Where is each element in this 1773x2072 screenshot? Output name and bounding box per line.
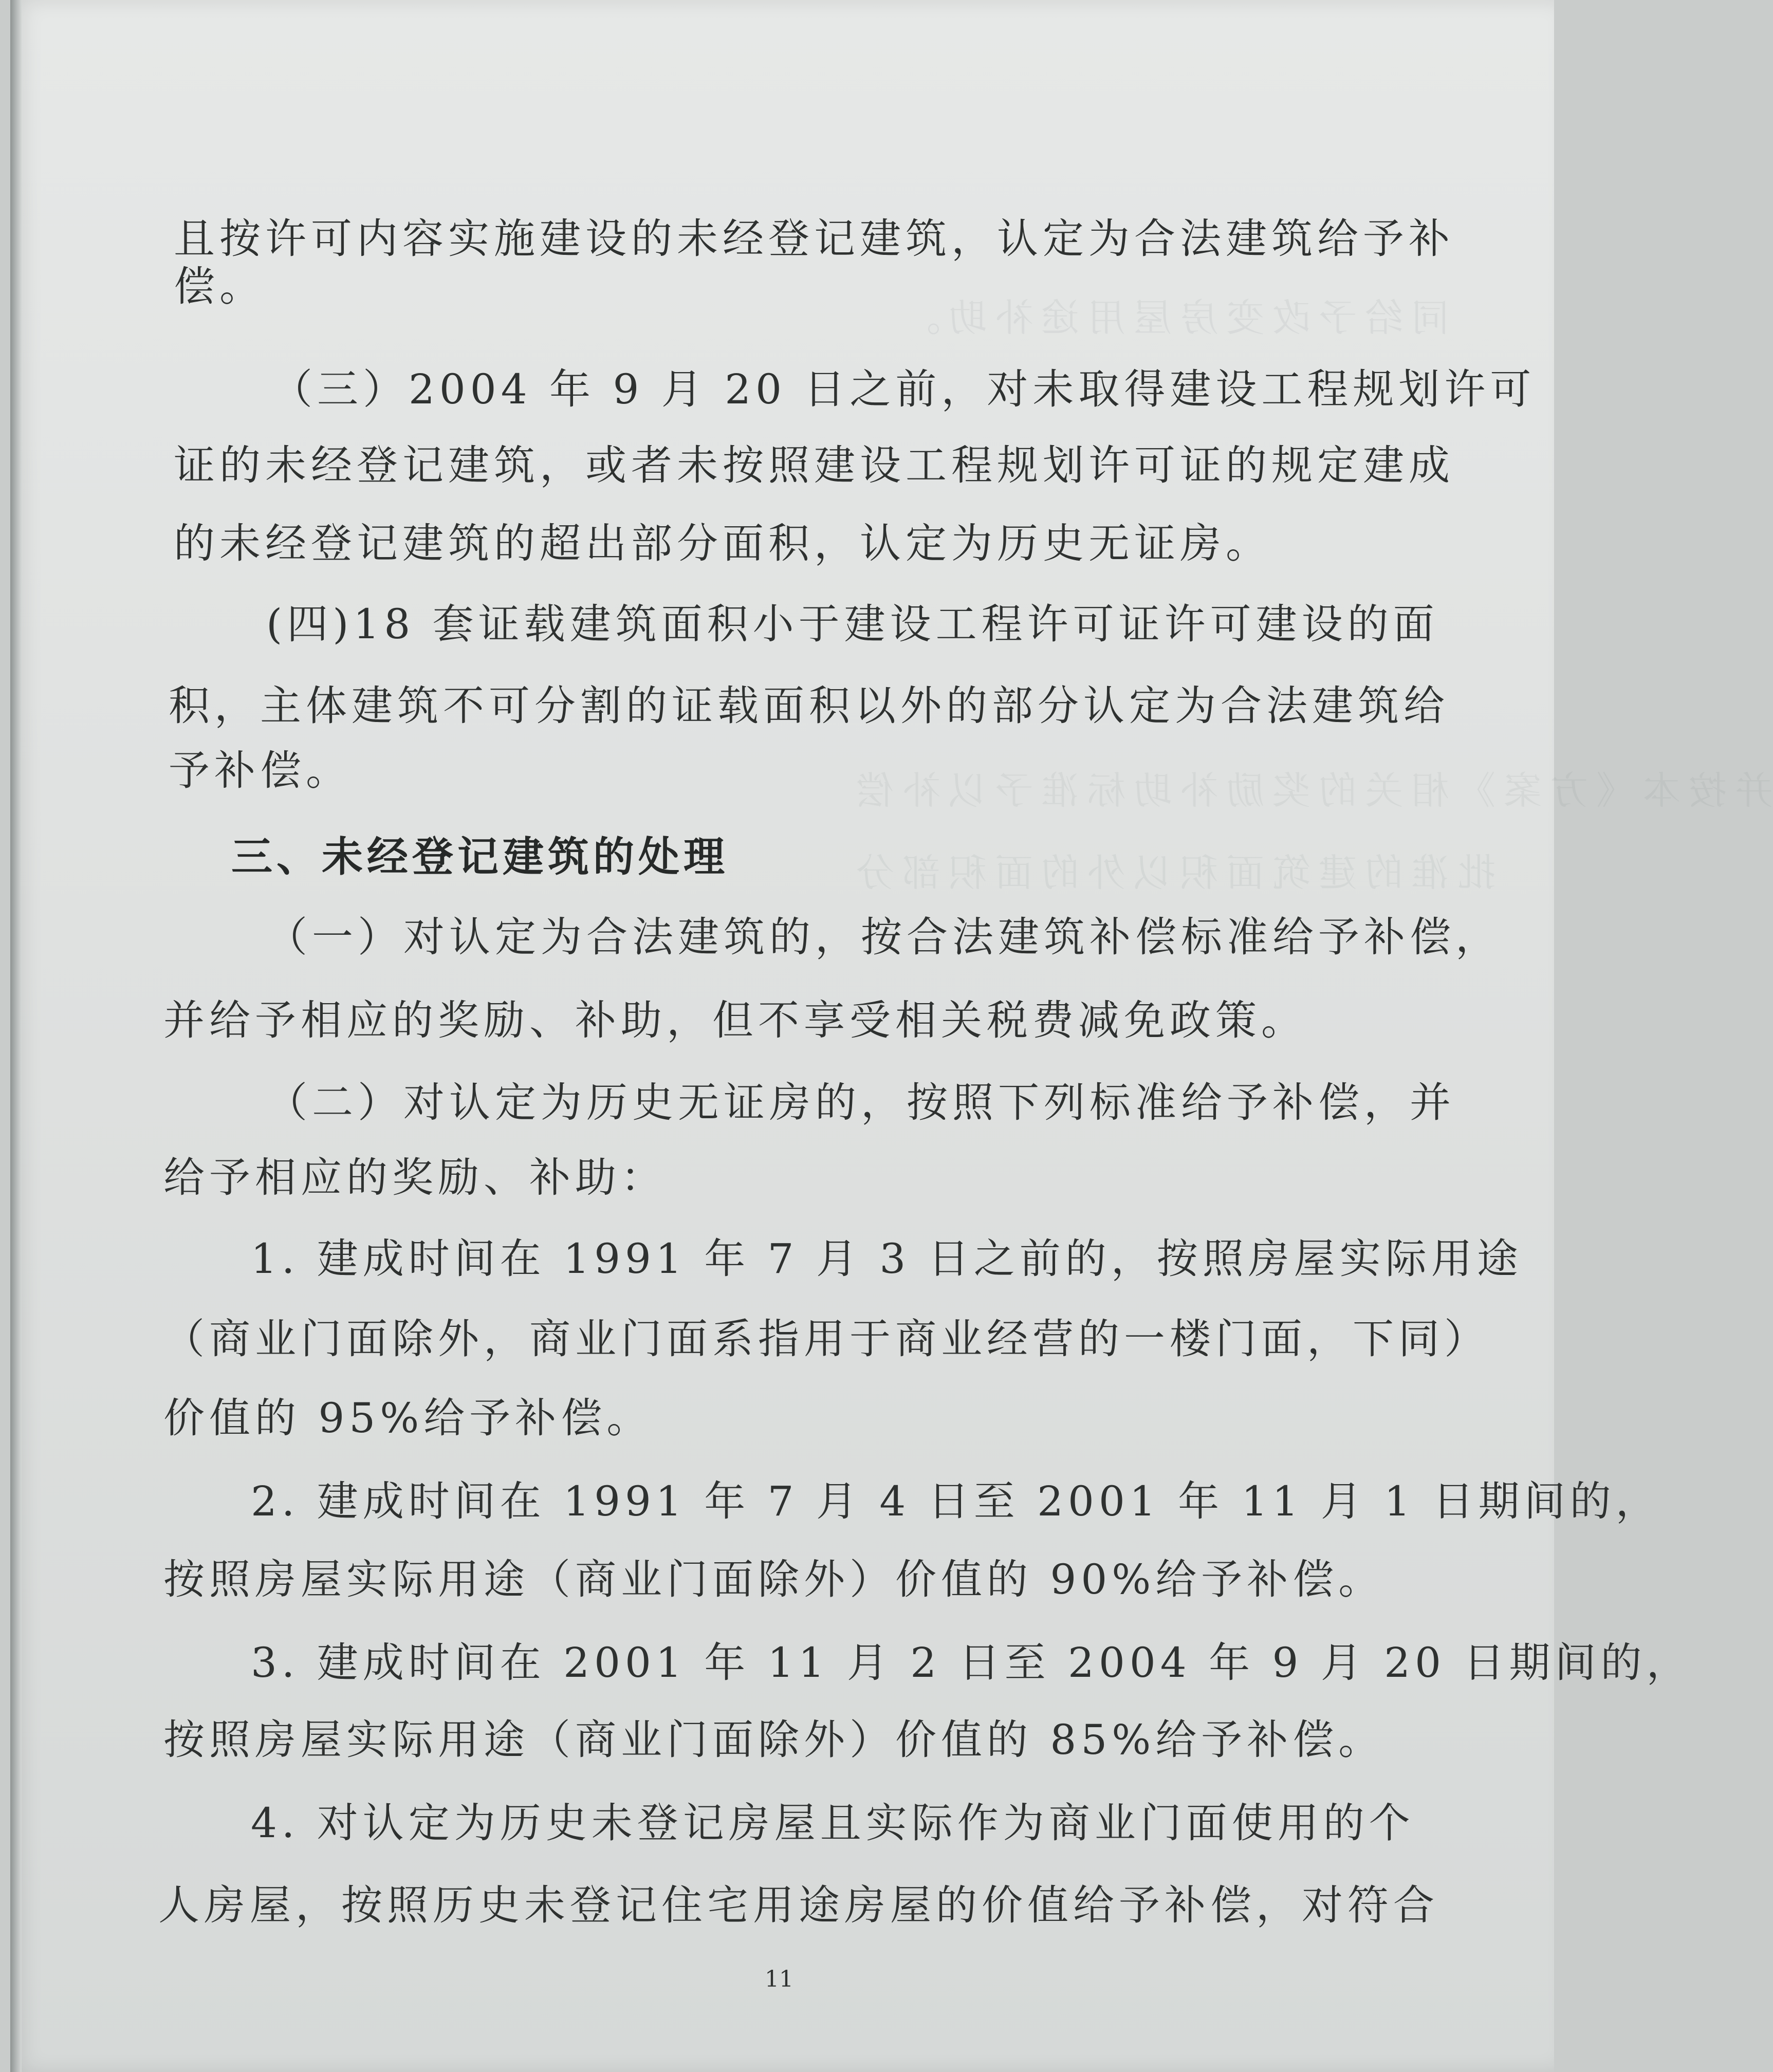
text-line: 偿。 — [174, 263, 265, 310]
page-edge-shadow — [10, 0, 22, 2072]
text-line: 按照房屋实际用途（商业门面除外）价值的 90%给予补偿。 — [163, 1556, 1384, 1603]
show-through-text: 同给予改变房屋用途补助。 — [894, 296, 1449, 340]
text-line: 按照房屋实际用途（商业门面除外）价值的 85%给予补偿。 — [163, 1716, 1384, 1764]
text-line: 并给予相应的奖励、补助，但不享受相关税费减免政策。 — [163, 996, 1307, 1044]
text-line: 予补偿。 — [169, 747, 352, 794]
text-line: 1. 建成时间在 1991 年 7 月 3 日之前的，按照房屋实际用途 — [251, 1235, 1523, 1283]
text-line: 4. 对认定为历史未登记房屋且实际作为商业门面使用的个 — [251, 1799, 1415, 1847]
text-line: 且按许可内容实施建设的未经登记建筑，认定为合法建筑给予补 — [174, 215, 1454, 263]
text-line: （三）2004 年 9 月 20 日之前，对未取得建设工程规划许可 — [271, 365, 1536, 413]
text-line: 2. 建成时间在 1991 年 7 月 4 日至 2001 年 11 月 1 日期间的， — [251, 1477, 1661, 1525]
document-page — [10, 0, 1773, 2072]
text-line: 的未经登记建筑的超出部分面积，认定为历史无证房。 — [174, 520, 1271, 567]
text-line: 3. 建成时间在 2001 年 11 月 2 日至 2004 年 9 月 20 日期间的， — [251, 1639, 1692, 1687]
section-heading: 三、未经登记建筑的处理 — [231, 833, 729, 881]
page-number: 11 — [765, 1966, 793, 1992]
text-line: 证的未经登记建筑，或者未按照建设工程规划许可证的规定建成 — [174, 441, 1454, 489]
text-line: 给予相应的奖励、补助： — [163, 1154, 667, 1201]
text-line: （一）对认定为合法建筑的，按合法建筑补偿标准给予补偿， — [266, 913, 1501, 961]
text-line: 价值的 95%给予补偿。 — [163, 1394, 653, 1442]
text-line: （二）对认定为历史无证房的，按照下列标准给予补偿，并 — [266, 1079, 1455, 1126]
show-through-text: 批准的建筑面积以外的面积部分 — [848, 851, 1495, 895]
text-line: 人房屋，按照历史未登记住宅用途房屋的价值给予补偿，对符合 — [158, 1881, 1439, 1929]
text-line: 积，主体建筑不可分割的证载面积以外的部分认定为合法建筑给 — [169, 682, 1449, 730]
show-through-text: 并按本《方案》相关的奖励补助标准予以补偿 — [848, 769, 1773, 813]
text-line: (四)18 套证载建筑面积小于建设工程许可证许可建设的面 — [266, 600, 1439, 648]
text-line: （商业门面除外，商业门面系指用于商业经营的一楼门面，下同） — [163, 1315, 1490, 1363]
